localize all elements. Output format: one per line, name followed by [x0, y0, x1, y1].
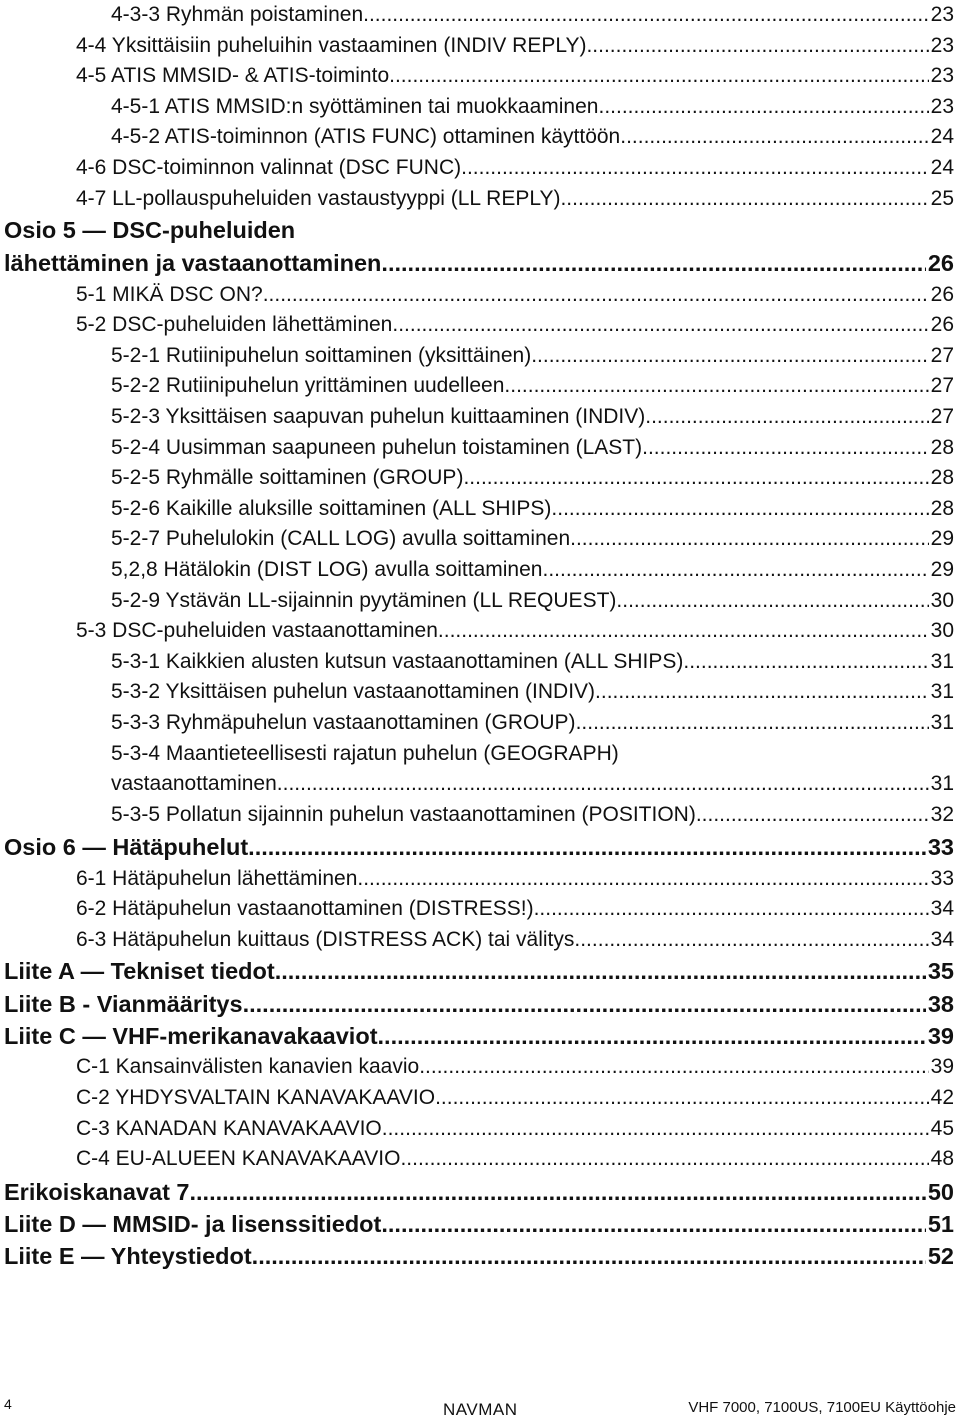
- footer-document-title: VHF 7000, 7100US, 7100EU Käyttöohje: [688, 1399, 956, 1416]
- footer-page-number: 4: [4, 1396, 12, 1412]
- toc-entry-page-number: 23: [930, 94, 954, 118]
- toc-entry-page-number: 31: [930, 711, 954, 734]
- toc-entry-title: vastaanottaminen: [111, 772, 277, 796]
- toc-entry-page-number: 29: [930, 558, 954, 581]
- toc-entry-page-number: 30: [930, 588, 954, 612]
- toc-entry-page-number: 24: [930, 156, 954, 179]
- toc-entry[interactable]: [111, 647, 954, 678]
- toc-entry[interactable]: [4, 248, 954, 279]
- toc-entry-page-number: 23: [930, 33, 954, 57]
- toc-entry-title: 5,2,8 Hätälokin (DIST LOG) avulla soittaminen: [111, 558, 543, 581]
- toc-dot-leader: [277, 769, 929, 800]
- toc-entry[interactable]: [111, 371, 954, 402]
- toc-dot-leader: [400, 1144, 928, 1175]
- toc-entry[interactable]: [111, 524, 954, 555]
- toc-dot-leader: [576, 708, 929, 739]
- toc-dot-leader: [642, 433, 929, 464]
- toc-dot-leader: [275, 956, 926, 987]
- toc-entry-title: Liite E — Yhteystiedot: [4, 1242, 252, 1269]
- toc-entry-page-number: 23: [930, 64, 954, 88]
- toc-entry-title: 4-4 Yksittäisiin puheluihin vastaaminen (INDIV REPLY): [76, 33, 587, 57]
- toc-entry-title: Osio 6 — Hätäpuhelut: [4, 833, 249, 860]
- toc-entry-page-number: 26: [927, 250, 954, 276]
- toc-entry-page-number: 28: [930, 496, 954, 520]
- toc-entry[interactable]: [111, 708, 954, 739]
- toc-dot-leader: [463, 463, 928, 494]
- toc-entry[interactable]: [111, 800, 954, 831]
- toc-dot-leader: [534, 894, 929, 925]
- toc-entry[interactable]: [4, 1021, 954, 1052]
- toc-entry-title: Osio 5 — DSC-puheluiden: [4, 216, 296, 243]
- toc-entry-title: 4-7 LL-pollauspuheluiden vastaustyyppi (LL REPLY): [76, 186, 561, 210]
- toc-entry-page-number: 39: [930, 1055, 954, 1079]
- toc-entry[interactable]: [76, 1114, 954, 1145]
- toc-entry-title: 5-2-3 Yksittäisen saapuvan puhelun kuittaaminen (INDIV): [111, 405, 646, 428]
- toc-entry[interactable]: [76, 184, 954, 215]
- toc-entry-page-number: 34: [930, 897, 954, 921]
- toc-entry-page-number: 35: [927, 958, 954, 984]
- toc-entry-title: Erikoiskanavat 7: [4, 1178, 190, 1205]
- toc-entry-page-number: 27: [930, 405, 954, 428]
- toc-entry[interactable]: [111, 92, 954, 123]
- toc-entry-page-number: 48: [930, 1147, 954, 1171]
- toc-entry[interactable]: [111, 0, 954, 31]
- toc-entry-title: 6-3 Hätäpuhelun kuittaus (DISTRESS ACK) tai välitys: [76, 927, 575, 951]
- toc-dot-leader: [531, 341, 928, 372]
- toc-entry-page-number: 29: [930, 527, 954, 551]
- toc-entry[interactable]: [76, 310, 954, 341]
- toc-dot-leader: [620, 122, 928, 153]
- toc-entry-page-number: 31: [930, 649, 954, 673]
- toc-entry-page-number: 51: [927, 1210, 954, 1237]
- toc-dot-leader: [696, 800, 929, 831]
- toc-entry-page-number: 33: [927, 833, 954, 860]
- toc-dot-leader: [616, 586, 928, 617]
- toc-entry-title: 4-3-3 Ryhmän poistaminen: [111, 3, 364, 26]
- toc-entry-page-number: 31: [930, 772, 954, 796]
- toc-entry-title: C-2 YHDYSVALTAIN KANAVAKAAVIO: [76, 1085, 436, 1109]
- toc-entry-page-number: 30: [930, 619, 954, 643]
- toc-entry-title: 5-2-5 Ryhmälle soittaminen (GROUP): [111, 466, 464, 490]
- toc-dot-leader: [542, 555, 928, 586]
- toc-entry[interactable]: [4, 1241, 954, 1272]
- toc-dot-leader: [363, 0, 929, 31]
- toc-entry-title: 4-5-1 ATIS MMSID:n syöttäminen tai muokkaaminen: [111, 94, 599, 118]
- toc-entry-title: 5-3-4 Maantieteellisesti rajatun puhelun (GEOGRAPH): [111, 741, 619, 765]
- toc-entry[interactable]: [76, 864, 954, 895]
- toc-entry-title: C-3 KANADAN KANAVAKAAVIO: [76, 1116, 382, 1140]
- toc-dot-leader: [551, 494, 928, 525]
- toc-entry-page-number: 27: [930, 374, 954, 398]
- toc-entry-page-number: 28: [930, 435, 954, 459]
- toc-entry[interactable]: [76, 280, 954, 311]
- toc-entry[interactable]: [76, 31, 954, 62]
- toc-entry[interactable]: [4, 215, 295, 246]
- toc-dot-leader: [392, 310, 928, 341]
- toc-entry[interactable]: [4, 989, 954, 1020]
- toc-entry-title: 5-2-7 Puhelulokin (CALL LOG) avulla soittaminen: [111, 527, 571, 551]
- toc-dot-leader: [595, 677, 929, 708]
- toc-entry[interactable]: [111, 739, 619, 770]
- toc-dot-leader: [357, 864, 928, 895]
- toc-dot-leader: [389, 61, 929, 92]
- toc-dot-leader: [381, 248, 925, 279]
- toc-dot-leader: [598, 92, 928, 123]
- toc-dot-leader: [645, 402, 928, 433]
- toc-entry-page-number: 28: [930, 466, 954, 490]
- toc-entry-title: lähettäminen ja vastaanottaminen: [4, 250, 382, 276]
- toc-entry-title: 4-5 ATIS MMSID- & ATIS-toiminto: [76, 64, 390, 88]
- toc-dot-leader: [378, 1021, 926, 1052]
- toc-entry[interactable]: [111, 586, 954, 617]
- toc-entry[interactable]: [111, 555, 954, 586]
- toc-entry-page-number: 27: [930, 343, 954, 367]
- toc-entry-page-number: 33: [930, 866, 954, 890]
- toc-entry-title: 5-2-9 Ystävän LL-sijainnin pyytäminen (LL REQUEST): [111, 588, 617, 612]
- toc-dot-leader: [461, 153, 929, 184]
- toc-dot-leader: [435, 1083, 929, 1114]
- toc-entry[interactable]: [111, 433, 954, 464]
- toc-dot-leader: [190, 1177, 926, 1208]
- toc-dot-leader: [382, 1114, 929, 1145]
- toc-entry[interactable]: [4, 1209, 954, 1240]
- toc-entry-page-number: 24: [930, 125, 954, 149]
- toc-entry-page-number: 23: [930, 3, 954, 26]
- toc-dot-leader: [504, 371, 928, 402]
- toc-entry-title: Liite A — Tekniset tiedot: [4, 958, 275, 984]
- toc-entry[interactable]: [76, 894, 954, 925]
- toc-entry-page-number: 39: [927, 1022, 954, 1049]
- toc-dot-leader: [381, 1209, 926, 1240]
- toc-entry[interactable]: [76, 925, 954, 956]
- toc-entry-title: 6-2 Hätäpuhelun vastaanottaminen (DISTRESS!): [76, 897, 534, 921]
- toc-entry-title: 5-3-3 Ryhmäpuhelun vastaanottaminen (GROUP): [111, 711, 576, 734]
- toc-entry-title: 5-3-5 Pollatun sijainnin puhelun vastaanottaminen (POSITION): [111, 802, 696, 826]
- toc-entry-title: 5-1 MIKÄ DSC ON?: [76, 282, 263, 306]
- toc-dot-leader: [438, 616, 929, 647]
- toc-entry[interactable]: [76, 153, 954, 184]
- toc-entry-title: 5-2-6 Kaikille aluksille soittaminen (ALL SHIPS): [111, 496, 552, 520]
- toc-entry-page-number: 42: [930, 1085, 954, 1109]
- footer-brand-logo: NAVMAN: [443, 1400, 518, 1419]
- toc-dot-leader: [560, 184, 928, 215]
- toc-dot-leader: [419, 1052, 928, 1083]
- toc-dot-leader: [574, 925, 928, 956]
- toc-entry[interactable]: [111, 677, 954, 708]
- toc-dot-leader: [683, 647, 928, 678]
- toc-entry[interactable]: [111, 463, 954, 494]
- toc-entry[interactable]: [4, 832, 954, 863]
- toc-entry-page-number: 31: [930, 680, 954, 704]
- toc-entry[interactable]: [76, 616, 954, 647]
- toc-entry-page-number: 38: [927, 990, 954, 1017]
- toc-entry[interactable]: [111, 402, 954, 433]
- toc-entry[interactable]: [76, 1083, 954, 1114]
- toc-entry-page-number: 50: [927, 1178, 954, 1205]
- toc-entry-title: 5-2 DSC-puheluiden lähettäminen: [76, 313, 393, 337]
- toc-entry[interactable]: [76, 1144, 954, 1175]
- toc-dot-leader: [586, 31, 928, 62]
- toc-entry-page-number: 25: [930, 186, 954, 210]
- toc-entry-title: 6-1 Hätäpuhelun lähettäminen: [76, 866, 358, 890]
- toc-entry-title: 5-2-1 Rutiinipuhelun soittaminen (yksittäinen): [111, 343, 532, 367]
- toc-entry-page-number: 26: [930, 313, 954, 337]
- toc-entry-title: 5-3-2 Yksittäisen puhelun vastaanottaminen (INDIV): [111, 680, 596, 704]
- toc-entry-title: 5-3 DSC-puheluiden vastaanottaminen: [76, 619, 438, 643]
- toc-entry-title: 4-5-2 ATIS-toiminnon (ATIS FUNC) ottaminen käyttöön: [111, 125, 621, 149]
- toc-entry-page-number: 34: [930, 927, 954, 951]
- toc-entry[interactable]: [111, 341, 954, 372]
- toc-entry-page-number: 45: [930, 1116, 954, 1140]
- toc-entry-page-number: 26: [930, 282, 954, 306]
- toc-entry[interactable]: [76, 1052, 954, 1083]
- toc-entry-title: 5-2-2 Rutiinipuhelun yrittäminen uudelleen: [111, 374, 505, 398]
- toc-dot-leader: [570, 524, 929, 555]
- toc-entry-title: 5-2-4 Uusimman saapuneen puhelun toistaminen (LAST): [111, 435, 643, 459]
- toc-entry[interactable]: [76, 61, 954, 92]
- toc-entry[interactable]: [4, 956, 954, 987]
- toc-dot-leader: [243, 989, 926, 1020]
- toc-entry-title: Liite B - Vianmääritys: [4, 990, 243, 1017]
- toc-entry[interactable]: [4, 1177, 954, 1208]
- toc-entry-title: C-4 EU-ALUEEN KANAVAKAAVIO: [76, 1147, 401, 1171]
- toc-entry-title: 5-3-1 Kaikkien alusten kutsun vastaanottaminen (ALL SHIPS): [111, 649, 684, 673]
- toc-dot-leader: [263, 280, 929, 311]
- toc-entry-page-number: 32: [930, 802, 954, 826]
- toc-dot-leader: [248, 832, 926, 863]
- toc-entry[interactable]: [111, 122, 954, 153]
- toc-entry[interactable]: [111, 494, 954, 525]
- toc-entry-page-number: 52: [927, 1242, 954, 1269]
- toc-entry-title: Liite C — VHF-merikanavakaaviot: [4, 1022, 378, 1049]
- toc-dot-leader: [252, 1241, 926, 1272]
- toc-entry[interactable]: [111, 769, 954, 800]
- toc-entry-title: C-1 Kansainvälisten kanavien kaavio: [76, 1055, 420, 1079]
- toc-entry-title: Liite D — MMSID- ja lisenssitiedot: [4, 1210, 382, 1237]
- toc-entry-title: 4-6 DSC-toiminnon valinnat (DSC FUNC): [76, 156, 462, 179]
